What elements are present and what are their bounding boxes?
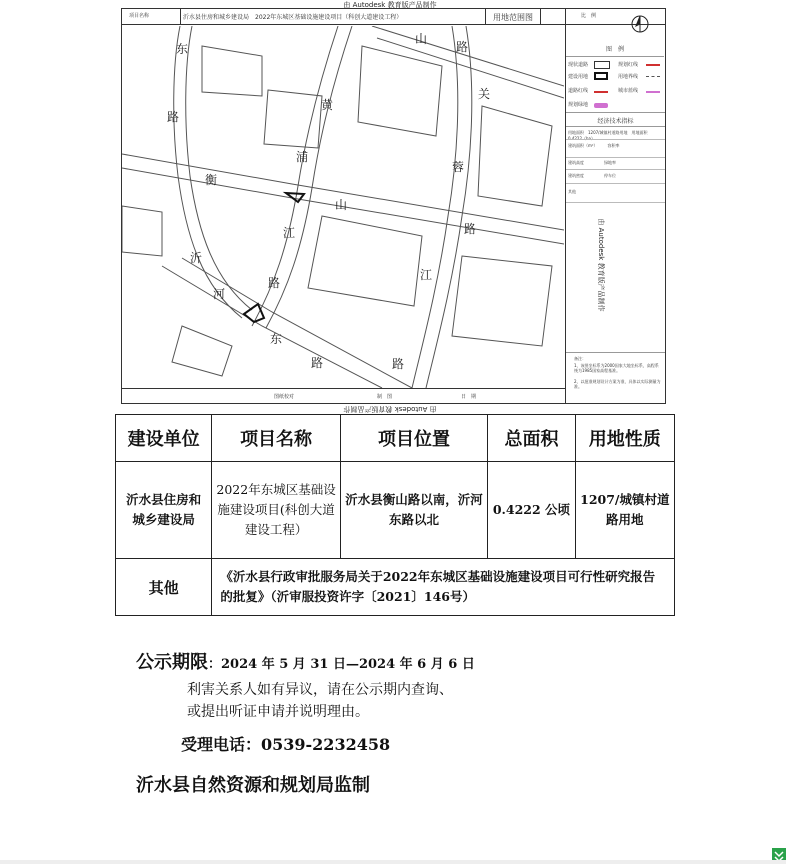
tech-row: 建筑面积（m²） 容积率 <box>568 143 620 148</box>
footer-drawn-label: 制 图 <box>377 394 393 400</box>
legend-item: 道路红线 <box>568 88 589 94</box>
road-label-pu: 浦 <box>296 150 309 164</box>
road-label-lu-2: 路 <box>456 40 469 54</box>
header-location: 项目位置 <box>340 415 488 462</box>
notice-period <box>136 648 475 674</box>
road-label-lu-4: 路 <box>311 356 324 370</box>
road-label-lu-6: 路 <box>392 357 405 371</box>
road-label-lu-3: 路 <box>464 222 477 236</box>
footer-check-label: 图纸校对 <box>274 394 295 400</box>
watermark-side: 由 Autodesk 教育版产品制作 <box>597 218 605 312</box>
road-label-shan-1: 山 <box>415 32 428 46</box>
road-label-rong: 蓉 <box>452 160 465 174</box>
legend-title: 图 例 <box>605 46 624 53</box>
cell-area: 0.4222 公顷 <box>488 462 575 559</box>
road-label-guan: 关 <box>478 87 491 101</box>
remarks-line: 1、该图坐标系为2000国家大地坐标系，高程系统为1985国家高程基准。 <box>574 363 659 373</box>
remarks-title: 备注： <box>574 356 586 361</box>
road-label-heng: 衡 <box>205 173 218 187</box>
legend-swatch-red <box>646 64 660 66</box>
road-label-huang: 黄 <box>321 98 334 112</box>
legend-item: 建设用地 <box>568 74 589 80</box>
tech-row: 其他 <box>568 189 576 194</box>
notice-period-label: 公示期限 <box>136 652 208 673</box>
tech-row: 建筑密度 停车位 <box>568 173 616 178</box>
road-label-dong-2: 东 <box>270 332 283 346</box>
scale-label: 比 例 <box>581 13 597 19</box>
road-label-he: 河 <box>213 287 226 301</box>
watermark-top: 由 Autodesk 教育版产品制作 <box>343 1 437 9</box>
footer-date-label: 日 期 <box>461 394 477 400</box>
header-builder: 建设单位 <box>116 415 212 462</box>
cell-land-use: 1207/城镇村道路用地 <box>575 462 674 559</box>
road-label-jiang-1: 江 <box>283 226 296 240</box>
other-value: 《沂水县行政审批服务局关于2022年东城区基础设施建设项目可行性研究报告的批复》（沂审服投资许字〔2021〕146号） <box>212 559 675 616</box>
map-header <box>121 8 666 25</box>
cell-project-name: 2022年东城区基础设施建设项目(科创大道建设工程） <box>212 462 340 559</box>
cell-location: 沂水县衡山路以南，沂河东路以北 <box>340 462 488 559</box>
remarks <box>566 352 665 389</box>
legend-items <box>566 58 665 112</box>
site-outline-south <box>244 304 264 322</box>
project-text: 沂水县住房和城乡建设局 2022年东城区基础设施建设项目（科创大道建设工程） <box>183 14 403 21</box>
header-area: 总面积 <box>488 415 575 462</box>
tech-title: 经济技术指标 <box>597 118 634 125</box>
header-project-name: 项目名称 <box>212 415 340 462</box>
legend-swatch-site <box>594 72 608 80</box>
header-land-use: 用地性质 <box>575 415 674 462</box>
map-title: 用地范围图 <box>493 13 533 22</box>
road-label-lu-5: 路 <box>268 276 281 290</box>
road-label-shan-2: 山 <box>335 198 348 212</box>
legend-item: 规划绿地 <box>568 102 589 108</box>
map-footer <box>121 388 566 404</box>
legend-item: 规划红线 <box>618 62 639 68</box>
notice-bureau: 沂水县自然资源和规划局监制 <box>136 775 370 796</box>
tech-row: 用地面积 1207/城镇村道路用地 用地面积 <box>568 130 648 135</box>
legend-swatch-road <box>594 61 610 69</box>
legend-item: 现状道路 <box>568 62 589 68</box>
project-info-table <box>115 414 675 616</box>
notice-body-line2: 或提出听证申请并说明理由。 <box>187 704 369 720</box>
project-label: 项目名称 <box>129 13 150 19</box>
cell-builder: 沂水县住房和城乡建设局 <box>116 462 212 559</box>
road-label-dong-1: 东 <box>176 42 189 56</box>
other-label: 其他 <box>116 559 212 616</box>
notice-phone: 受理电话：0539-2232458 <box>181 735 391 754</box>
road-label-yi: 沂 <box>190 251 203 265</box>
road-label-jiang-2: 江 <box>420 268 433 282</box>
legend-item: 城市蓝线 <box>618 88 639 94</box>
road-label-lu-1: 路 <box>167 110 180 124</box>
watermark-bottom: 由 Autodesk 教育版产品制作 <box>343 405 437 413</box>
tech-row: 建筑高度 绿地率 <box>568 160 616 165</box>
notice-body-line1: 利害关系人如有异议，请在公示期内查询、 <box>187 682 453 698</box>
tech-table <box>566 127 665 207</box>
notice-period-value: ：2024 年 5 月 31 日—2024 年 6 月 6 日 <box>208 657 475 672</box>
remarks-line: 2、以批准规划设计方案为准，具体以实际测量为准。 <box>574 379 661 389</box>
legend-item: 用地界线 <box>618 74 639 80</box>
